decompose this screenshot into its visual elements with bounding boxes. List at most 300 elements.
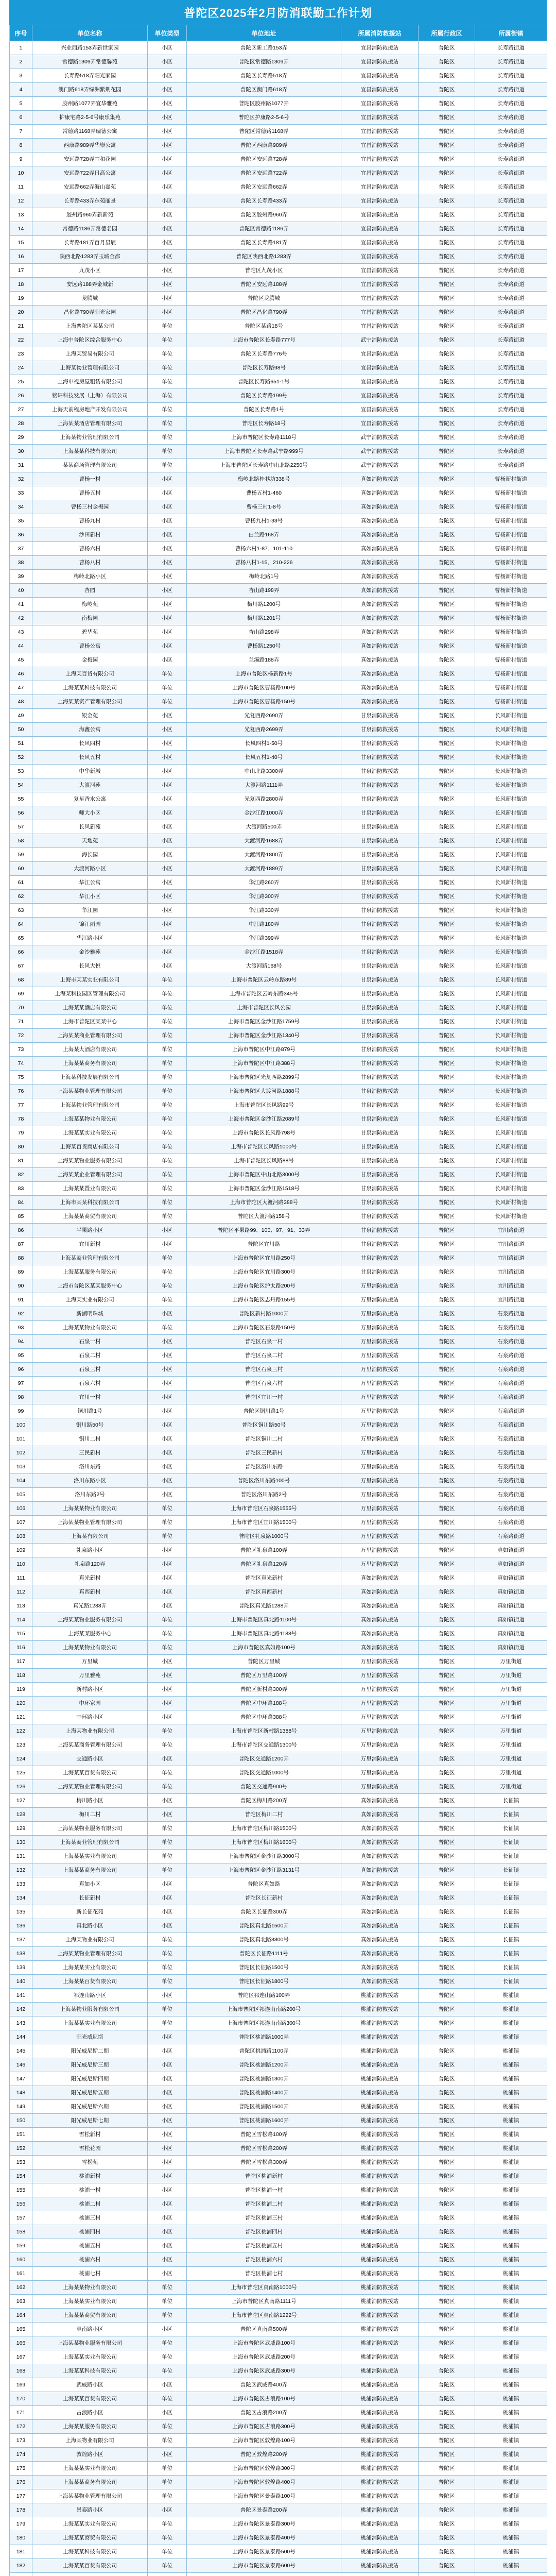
cell-street: 长风新村街道 bbox=[475, 778, 547, 792]
table-row bbox=[10, 1182, 547, 1196]
cell-unit-type: 小区 bbox=[148, 2114, 187, 2128]
cell-district: 普陀区 bbox=[419, 278, 475, 292]
cell-index: 135 bbox=[10, 1905, 32, 1919]
cell-address: 华江路260弄 bbox=[187, 876, 341, 890]
cell-fire-station: 甘泉消防救援站 bbox=[341, 1224, 419, 1238]
cell-fire-station: 桃浦消防救援站 bbox=[341, 2030, 419, 2044]
cell-index: 78 bbox=[10, 1112, 32, 1126]
cell-district: 普陀区 bbox=[419, 1126, 475, 1140]
cell-district: 普陀区 bbox=[419, 2170, 475, 2183]
cell-address: 普陀区宜川路 bbox=[187, 1238, 341, 1251]
cell-street: 桃浦镇 bbox=[475, 2517, 547, 2531]
cell-unit-name: 华江园 bbox=[32, 904, 148, 918]
cell-street: 万里街道 bbox=[475, 1780, 547, 1794]
cell-address: 上海市普陀区武威路300号 bbox=[187, 2364, 341, 2378]
cell-fire-station: 万里消防救援站 bbox=[341, 1724, 419, 1738]
cell-district: 普陀区 bbox=[419, 1697, 475, 1710]
cell-district: 普陀区 bbox=[419, 347, 475, 361]
cell-unit-name: 银金苑 bbox=[32, 709, 148, 723]
plan-sheet bbox=[9, 0, 547, 2576]
cell-index: 153 bbox=[10, 2156, 32, 2170]
cell-unit-name: 龙腾城 bbox=[32, 292, 148, 306]
cell-fire-station: 宜昌消防救援站 bbox=[341, 111, 419, 125]
cell-address: 上海市普陀区新村路1388号 bbox=[187, 1724, 341, 1738]
table-row bbox=[10, 681, 547, 695]
cell-address: 普陀区真北路1500弄 bbox=[187, 1919, 341, 1933]
cell-street: 真如镇街道 bbox=[475, 1627, 547, 1641]
cell-unit-type: 小区 bbox=[148, 1488, 187, 1502]
table-row bbox=[10, 1418, 547, 1432]
cell-unit-name: 雪松花园 bbox=[32, 2142, 148, 2156]
cell-district: 普陀区 bbox=[419, 1015, 475, 1029]
cell-district: 普陀区 bbox=[419, 2239, 475, 2253]
cell-district: 普陀区 bbox=[419, 2392, 475, 2406]
cell-unit-type: 小区 bbox=[148, 890, 187, 904]
cell-street: 长风新村街道 bbox=[475, 1168, 547, 1182]
cell-district: 普陀区 bbox=[419, 2406, 475, 2420]
cell-district: 普陀区 bbox=[419, 612, 475, 625]
cell-unit-type: 小区 bbox=[148, 500, 187, 514]
cell-unit-type: 小区 bbox=[148, 2100, 187, 2114]
cell-index: 111 bbox=[10, 1571, 32, 1585]
cell-address: 普陀区平果路99、100、97、91、33弄 bbox=[187, 1224, 341, 1238]
cell-fire-station: 真如消防救援站 bbox=[341, 570, 419, 584]
cell-fire-station: 桃浦消防救援站 bbox=[341, 2197, 419, 2211]
cell-unit-type: 单位 bbox=[148, 1738, 187, 1752]
cell-unit-type: 小区 bbox=[148, 1391, 187, 1404]
cell-unit-name: 曹杨三村金梅园 bbox=[32, 500, 148, 514]
cell-unit-name: 上海某商业管理有限公司 bbox=[32, 1251, 148, 1265]
cell-unit-name: 武威路小区 bbox=[32, 2378, 148, 2392]
table-row bbox=[10, 319, 547, 333]
cell-fire-station: 万里消防救援站 bbox=[341, 1321, 419, 1335]
cell-unit-type: 小区 bbox=[148, 2239, 187, 2253]
cell-unit-name: 桃浦二村 bbox=[32, 2197, 148, 2211]
table-row bbox=[10, 570, 547, 584]
table-row bbox=[10, 1084, 547, 1098]
cell-address: 金沙江路1000弄 bbox=[187, 806, 341, 820]
cell-district: 普陀区 bbox=[419, 806, 475, 820]
cell-fire-station: 甘泉消防救援站 bbox=[341, 1182, 419, 1196]
cell-address: 普陀区礼泉路120弄 bbox=[187, 1557, 341, 1571]
table-row bbox=[10, 1585, 547, 1599]
cell-street: 石泉路街道 bbox=[475, 1335, 547, 1349]
table-row bbox=[10, 306, 547, 319]
cell-index: 30 bbox=[10, 445, 32, 459]
cell-address: 普陀区三民新村 bbox=[187, 1446, 341, 1460]
cell-unit-name: 上海某某商务有限公司 bbox=[32, 2476, 148, 2489]
cell-address: 上海市普陀区杨新路1号 bbox=[187, 667, 341, 681]
cell-index: 178 bbox=[10, 2503, 32, 2517]
cell-street: 长风新村街道 bbox=[475, 1196, 547, 1210]
cell-district: 普陀区 bbox=[419, 2489, 475, 2503]
cell-district: 普陀区 bbox=[419, 2295, 475, 2309]
cell-street: 长征镇 bbox=[475, 1836, 547, 1850]
cell-fire-station: 真如消防救援站 bbox=[341, 486, 419, 500]
table-row bbox=[10, 1488, 547, 1502]
cell-unit-name: 礼泉路120弄 bbox=[32, 1557, 148, 1571]
cell-street: 长风新村街道 bbox=[475, 973, 547, 987]
cell-fire-station: 桃浦消防救援站 bbox=[341, 2406, 419, 2420]
cell-address: 普陀区真南路500弄 bbox=[187, 2323, 341, 2336]
cell-fire-station: 桃浦消防救援站 bbox=[341, 2003, 419, 2016]
cell-district: 普陀区 bbox=[419, 69, 475, 83]
cell-district: 普陀区 bbox=[419, 1029, 475, 1043]
cell-fire-station: 宜昌消防救援站 bbox=[341, 41, 419, 55]
cell-unit-type: 小区 bbox=[148, 639, 187, 653]
cell-unit-type: 单位 bbox=[148, 1613, 187, 1627]
cell-unit-name: 长风大悦 bbox=[32, 959, 148, 973]
cell-unit-type: 小区 bbox=[148, 584, 187, 598]
cell-address: 上海市普陀区石泉路150号 bbox=[187, 1321, 341, 1335]
cell-address: 大渡河路168号 bbox=[187, 959, 341, 973]
cell-index: 125 bbox=[10, 1766, 32, 1780]
cell-street: 桃浦镇 bbox=[475, 2128, 547, 2142]
table-row bbox=[10, 1098, 547, 1112]
cell-unit-type: 单位 bbox=[148, 2489, 187, 2503]
cell-unit-name: 石泉六村 bbox=[32, 1377, 148, 1391]
cell-unit-type: 小区 bbox=[148, 625, 187, 639]
cell-address: 大渡河路1889弄 bbox=[187, 862, 341, 876]
cell-unit-name: 新长征花苑 bbox=[32, 1905, 148, 1919]
cell-index: 161 bbox=[10, 2267, 32, 2281]
cell-fire-station: 甘泉消防救援站 bbox=[341, 1238, 419, 1251]
cell-unit-type: 小区 bbox=[148, 1989, 187, 2003]
cell-unit-type: 单位 bbox=[148, 1975, 187, 1989]
table-row bbox=[10, 417, 547, 431]
cell-address: 上海市普陀区中江路879号 bbox=[187, 1043, 341, 1057]
cell-street: 桃浦镇 bbox=[475, 2142, 547, 2156]
cell-index: 130 bbox=[10, 1836, 32, 1850]
cell-street: 长风新村街道 bbox=[475, 904, 547, 918]
cell-fire-station: 甘泉消防救援站 bbox=[341, 1071, 419, 1084]
cell-address: 普陀区澳门路618弄 bbox=[187, 83, 341, 97]
table-row bbox=[10, 639, 547, 653]
cell-address: 上海市普陀区景泰路600号 bbox=[187, 2559, 341, 2573]
cell-address: 白兰路168弄 bbox=[187, 528, 341, 542]
cell-district: 普陀区 bbox=[419, 1182, 475, 1196]
cell-unit-type: 小区 bbox=[148, 236, 187, 250]
cell-unit-type: 单位 bbox=[148, 459, 187, 472]
cell-address: 普陀区长寿路98号 bbox=[187, 361, 341, 375]
cell-street: 宜川路街道 bbox=[475, 1293, 547, 1307]
table-row bbox=[10, 152, 547, 166]
cell-district: 普陀区 bbox=[419, 1404, 475, 1418]
table-row bbox=[10, 1210, 547, 1224]
cell-district: 普陀区 bbox=[419, 208, 475, 222]
table-row bbox=[10, 1265, 547, 1279]
cell-street: 长风新村街道 bbox=[475, 1001, 547, 1015]
cell-fire-station: 桃浦消防救援站 bbox=[341, 2545, 419, 2559]
table-row bbox=[10, 667, 547, 681]
cell-index: 9 bbox=[10, 152, 32, 166]
cell-unit-name: 阳光威尼斯四期 bbox=[32, 2072, 148, 2086]
cell-unit-type: 单位 bbox=[148, 2545, 187, 2559]
cell-street: 长风新村街道 bbox=[475, 918, 547, 931]
cell-unit-name: 九茂小区 bbox=[32, 264, 148, 278]
table-row bbox=[10, 69, 547, 83]
cell-fire-station: 宜昌消防救援站 bbox=[341, 139, 419, 152]
cell-fire-station: 甘泉消防救援站 bbox=[341, 1043, 419, 1057]
cell-index: 52 bbox=[10, 751, 32, 765]
table-row bbox=[10, 1321, 547, 1335]
cell-index: 159 bbox=[10, 2239, 32, 2253]
table-row bbox=[10, 1822, 547, 1836]
cell-unit-name: 中环路小区 bbox=[32, 1710, 148, 1724]
cell-unit-name: 上海某某服务有限公司 bbox=[32, 2420, 148, 2434]
table-row bbox=[10, 1446, 547, 1460]
cell-unit-name: 南梅园 bbox=[32, 612, 148, 625]
table-row bbox=[10, 2016, 547, 2030]
cell-address: 普陀区敦煌路200弄 bbox=[187, 2448, 341, 2462]
cell-district: 普陀区 bbox=[419, 2044, 475, 2058]
cell-fire-station: 甘泉消防救援站 bbox=[341, 1168, 419, 1182]
cell-fire-station: 甘泉消防救援站 bbox=[341, 806, 419, 820]
cell-fire-station: 万里消防救援站 bbox=[341, 1752, 419, 1766]
cell-street: 桃浦镇 bbox=[475, 2559, 547, 2573]
table-row bbox=[10, 2309, 547, 2323]
cell-street: 曹杨新村街道 bbox=[475, 570, 547, 584]
cell-street: 石泉路街道 bbox=[475, 1404, 547, 1418]
cell-unit-type: 小区 bbox=[148, 194, 187, 208]
cell-street: 长寿路街道 bbox=[475, 152, 547, 166]
cell-fire-station: 桃浦消防救援站 bbox=[341, 2462, 419, 2476]
cell-fire-station: 武宁消防救援站 bbox=[341, 333, 419, 347]
cell-address: 普陀区安远路722弄 bbox=[187, 166, 341, 180]
cell-address: 普陀区武威路400弄 bbox=[187, 2378, 341, 2392]
cell-street: 长寿路街道 bbox=[475, 180, 547, 194]
cell-index: 16 bbox=[10, 250, 32, 264]
cell-unit-type: 小区 bbox=[148, 834, 187, 848]
cell-unit-type: 小区 bbox=[148, 751, 187, 765]
cell-unit-type: 小区 bbox=[148, 2170, 187, 2183]
cell-street: 长风新村街道 bbox=[475, 1071, 547, 1084]
cell-address: 上海市普陀区敦煌路400号 bbox=[187, 2476, 341, 2489]
table-row bbox=[10, 2128, 547, 2142]
cell-fire-station: 甘泉消防救援站 bbox=[341, 890, 419, 904]
cell-unit-name: 上海某某商务有限公司 bbox=[32, 1863, 148, 1877]
table-row bbox=[10, 1989, 547, 2003]
cell-index: 165 bbox=[10, 2323, 32, 2336]
cell-index: 179 bbox=[10, 2517, 32, 2531]
cell-unit-name: 长风五村 bbox=[32, 751, 148, 765]
table-row bbox=[10, 528, 547, 542]
cell-index: 132 bbox=[10, 1863, 32, 1877]
cell-street: 长风新村街道 bbox=[475, 834, 547, 848]
cell-district: 普陀区 bbox=[419, 1363, 475, 1377]
cell-fire-station: 甘泉消防救援站 bbox=[341, 778, 419, 792]
cell-address: 上海市普陀区中山北路3000号 bbox=[187, 1168, 341, 1182]
cell-unit-name: 梅川路小区 bbox=[32, 1794, 148, 1808]
cell-unit-name: 上海某某物业管理有限公司 bbox=[32, 1084, 148, 1098]
cell-fire-station: 桃浦消防救援站 bbox=[341, 2156, 419, 2170]
cell-unit-type: 小区 bbox=[148, 918, 187, 931]
cell-fire-station: 真如消防救援站 bbox=[341, 639, 419, 653]
cell-unit-name: 师大小区 bbox=[32, 806, 148, 820]
cell-index: 122 bbox=[10, 1724, 32, 1738]
cell-fire-station: 万里消防救援站 bbox=[341, 1418, 419, 1432]
table-row bbox=[10, 2336, 547, 2350]
cell-street: 桃浦镇 bbox=[475, 2448, 547, 2462]
cell-fire-station: 真如消防救援站 bbox=[341, 1794, 419, 1808]
cell-street: 长寿路街道 bbox=[475, 333, 547, 347]
cell-unit-name: 万里城 bbox=[32, 1655, 148, 1669]
cell-unit-type: 小区 bbox=[148, 1446, 187, 1460]
cell-street: 石泉路街道 bbox=[475, 1516, 547, 1530]
cell-address: 普陀区长寿路433弄 bbox=[187, 194, 341, 208]
cell-unit-name: 上海某某物业服务有限公司 bbox=[32, 1154, 148, 1168]
cell-address: 普陀区宜川一村 bbox=[187, 1391, 341, 1404]
cell-index: 129 bbox=[10, 1822, 32, 1836]
cell-index: 68 bbox=[10, 973, 32, 987]
cell-unit-type: 单位 bbox=[148, 1071, 187, 1084]
cell-fire-station: 万里消防救援站 bbox=[341, 1460, 419, 1474]
cell-fire-station: 真如消防救援站 bbox=[341, 1947, 419, 1961]
cell-fire-station: 桃浦消防救援站 bbox=[341, 2267, 419, 2281]
header-unit-name: 单位名称 bbox=[32, 25, 148, 41]
cell-address: 普陀区常德路1186弄 bbox=[187, 222, 341, 236]
table-row bbox=[10, 41, 547, 55]
cell-address: 普陀区新村路1000弄 bbox=[187, 1307, 341, 1321]
cell-street: 长征镇 bbox=[475, 1891, 547, 1905]
cell-unit-name: 常德路1168弄瑞德公寓 bbox=[32, 125, 148, 139]
cell-unit-type: 小区 bbox=[148, 1377, 187, 1391]
cell-unit-type: 小区 bbox=[148, 1585, 187, 1599]
table-row bbox=[10, 486, 547, 500]
cell-address: 普陀区安远路728弄 bbox=[187, 152, 341, 166]
cell-unit-name: 曹杨一村 bbox=[32, 472, 148, 486]
cell-street: 万里街道 bbox=[475, 1724, 547, 1738]
cell-unit-name: 古浪路小区 bbox=[32, 2406, 148, 2420]
cell-unit-type: 小区 bbox=[148, 598, 187, 612]
table-row bbox=[10, 1293, 547, 1307]
table-row bbox=[10, 1516, 547, 1530]
cell-street: 万里街道 bbox=[475, 1766, 547, 1780]
table-row bbox=[10, 2197, 547, 2211]
cell-address: 上海市普陀区真北路1188号 bbox=[187, 1627, 341, 1641]
cell-address: 普陀区桃浦二村 bbox=[187, 2197, 341, 2211]
table-header bbox=[10, 25, 547, 41]
cell-unit-name: 上海某某实业有限公司 bbox=[32, 2016, 148, 2030]
cell-unit-type: 单位 bbox=[148, 1057, 187, 1071]
cell-unit-name: 梅岭北路小区 bbox=[32, 570, 148, 584]
cell-index: 5 bbox=[10, 97, 32, 111]
cell-address: 上海市普陀区交通路1300号 bbox=[187, 1738, 341, 1752]
cell-unit-name: 常德路1186弄常德名园 bbox=[32, 222, 148, 236]
cell-district: 普陀区 bbox=[419, 236, 475, 250]
cell-address: 普陀区长征路1500号 bbox=[187, 1961, 341, 1975]
cell-district: 普陀区 bbox=[419, 1752, 475, 1766]
cell-fire-station: 甘泉消防救援站 bbox=[341, 848, 419, 862]
cell-street: 桃浦镇 bbox=[475, 2183, 547, 2197]
cell-unit-name: 真南路小区 bbox=[32, 2323, 148, 2336]
cell-address: 上海市普陀区武威路100号 bbox=[187, 2336, 341, 2350]
cell-street: 曹杨新村街道 bbox=[475, 556, 547, 570]
cell-index: 64 bbox=[10, 918, 32, 931]
cell-street: 桃浦镇 bbox=[475, 2225, 547, 2239]
cell-index: 1 bbox=[10, 41, 32, 55]
table-row bbox=[10, 1975, 547, 1989]
cell-district: 普陀区 bbox=[419, 1710, 475, 1724]
cell-unit-name: 上海某某物业有限公司 bbox=[32, 2281, 148, 2295]
cell-unit-type: 小区 bbox=[148, 806, 187, 820]
table-row bbox=[10, 2503, 547, 2517]
cell-unit-type: 单位 bbox=[148, 987, 187, 1001]
cell-fire-station: 真如消防救援站 bbox=[341, 1975, 419, 1989]
cell-district: 普陀区 bbox=[419, 1989, 475, 2003]
table-row bbox=[10, 97, 547, 111]
cell-unit-name: 上海某某百货有限公司 bbox=[32, 1975, 148, 1989]
cell-unit-type: 小区 bbox=[148, 1224, 187, 1238]
cell-unit-name: 曹杨八村 bbox=[32, 556, 148, 570]
cell-unit-name: 上海某某酒店管理有限公司 bbox=[32, 417, 148, 431]
cell-district: 普陀区 bbox=[419, 2072, 475, 2086]
cell-street: 长寿路街道 bbox=[475, 111, 547, 125]
cell-unit-type: 小区 bbox=[148, 556, 187, 570]
cell-fire-station: 真如消防救援站 bbox=[341, 1961, 419, 1975]
cell-unit-name: 上海市某某实业有限公司 bbox=[32, 973, 148, 987]
cell-district: 普陀区 bbox=[419, 97, 475, 111]
cell-unit-type: 单位 bbox=[148, 2295, 187, 2309]
cell-index: 164 bbox=[10, 2309, 32, 2323]
cell-fire-station: 宜昌消防救援站 bbox=[341, 347, 419, 361]
table-row bbox=[10, 139, 547, 152]
cell-unit-type: 单位 bbox=[148, 1210, 187, 1224]
cell-fire-station: 万里消防救援站 bbox=[341, 1530, 419, 1544]
cell-index: 94 bbox=[10, 1335, 32, 1349]
table-row bbox=[10, 250, 547, 264]
cell-address: 梅岭北路1号 bbox=[187, 570, 341, 584]
cell-address: 普陀区雪松路300弄 bbox=[187, 2156, 341, 2170]
cell-district: 普陀区 bbox=[419, 862, 475, 876]
cell-unit-type: 小区 bbox=[148, 2211, 187, 2225]
cell-fire-station: 万里消防救援站 bbox=[341, 1488, 419, 1502]
cell-address: 普陀区长征路1111号 bbox=[187, 1947, 341, 1961]
table-row bbox=[10, 1168, 547, 1182]
table-row bbox=[10, 1738, 547, 1752]
cell-unit-type: 单位 bbox=[148, 1279, 187, 1293]
cell-index: 20 bbox=[10, 306, 32, 319]
cell-street: 石泉路街道 bbox=[475, 1488, 547, 1502]
cell-index: 67 bbox=[10, 959, 32, 973]
cell-district: 普陀区 bbox=[419, 1822, 475, 1836]
cell-street: 长寿路街道 bbox=[475, 208, 547, 222]
cell-index: 136 bbox=[10, 1919, 32, 1933]
cell-district: 普陀区 bbox=[419, 1905, 475, 1919]
cell-index: 76 bbox=[10, 1084, 32, 1098]
cell-address: 光复西路2800弄 bbox=[187, 792, 341, 806]
cell-unit-name: 上海申视房屋租赁有限公司 bbox=[32, 375, 148, 389]
cell-street: 真如镇街道 bbox=[475, 1599, 547, 1613]
cell-fire-station: 真如消防救援站 bbox=[341, 695, 419, 709]
table-row bbox=[10, 1599, 547, 1613]
cell-address: 普陀区铜川二村 bbox=[187, 1432, 341, 1446]
table-row bbox=[10, 2044, 547, 2058]
cell-district: 普陀区 bbox=[419, 2016, 475, 2030]
cell-district: 普陀区 bbox=[419, 486, 475, 500]
cell-unit-name: 平果路小区 bbox=[32, 1224, 148, 1238]
cell-street: 真如镇街道 bbox=[475, 1641, 547, 1655]
table-row bbox=[10, 2350, 547, 2364]
cell-district: 普陀区 bbox=[419, 2517, 475, 2531]
cell-unit-type: 单位 bbox=[148, 1001, 187, 1015]
cell-fire-station: 甘泉消防救援站 bbox=[341, 1210, 419, 1224]
table-row bbox=[10, 1933, 547, 1947]
cell-district: 普陀区 bbox=[419, 2211, 475, 2225]
table-row bbox=[10, 1043, 547, 1057]
table-row bbox=[10, 500, 547, 514]
cell-district: 普陀区 bbox=[419, 667, 475, 681]
